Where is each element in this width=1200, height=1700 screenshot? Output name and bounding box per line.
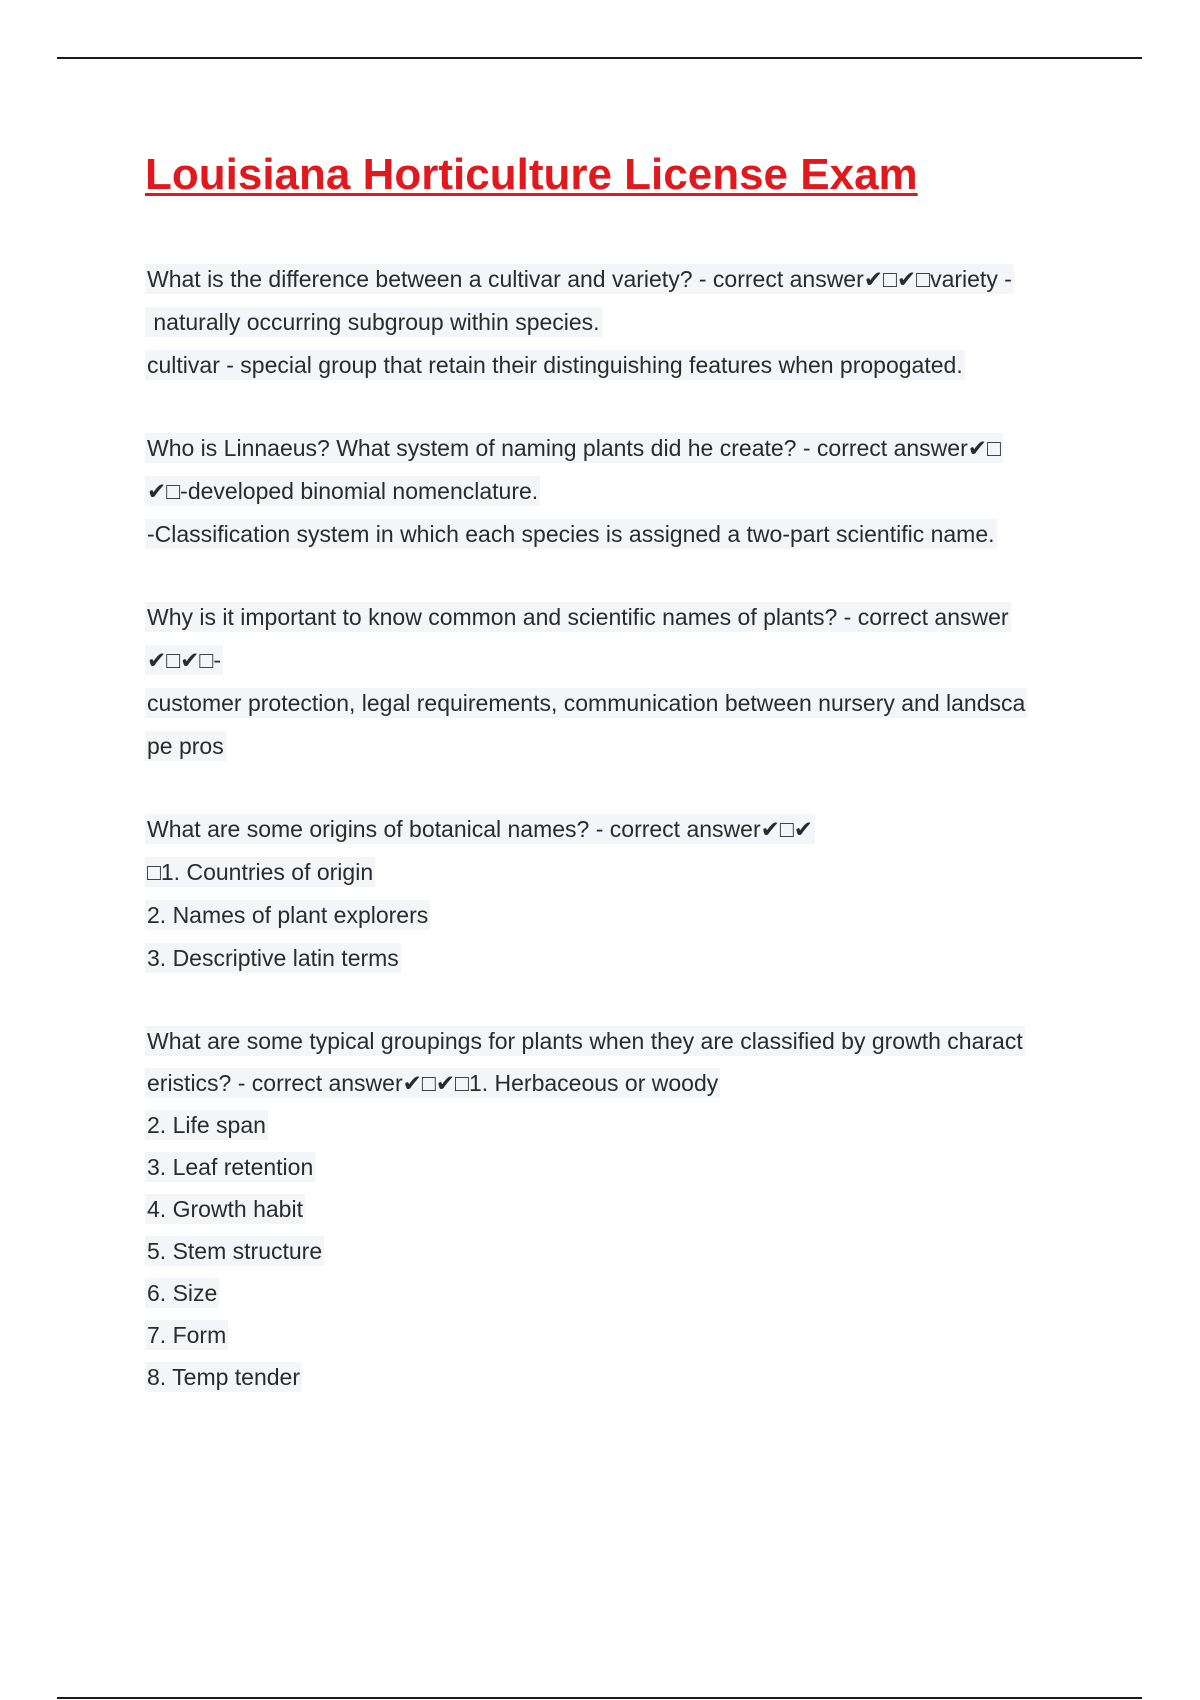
answer-text: ✔□✔□- [147,647,221,673]
answer-text: pe pros [147,733,224,759]
answer-list-item: 3. Descriptive latin terms [147,945,399,971]
answer-text: customer protection, legal requirements, communication between nursery and landsca [147,690,1026,716]
answer-list-item: 3. Leaf retention [147,1154,314,1180]
answer-text: cultivar - special group that retain their distinguishing features when propogated. [147,352,963,378]
answer-text: naturally occurring subgroup within species. [147,309,600,335]
qa-item-2 [145,427,1095,556]
answer-list-item: 2. Life span [147,1112,266,1138]
answer-list-item: 8. Temp tender [147,1364,301,1390]
answer-list-item: 5. Stem structure [147,1238,323,1264]
qa-item-1 [145,258,1095,387]
question-text: Why is it important to know common and scientific names of plants? - correct answer [147,604,1009,630]
answer-list-item: □1. Countries of origin [147,859,374,885]
question-text: Who is Linnaeus? What system of naming plants did he create? - correct answer✔□ [147,435,1001,461]
answer-text: ✔□-developed binomial nomenclature. [147,478,539,504]
bottom-rule [57,1697,1142,1699]
answer-text: -Classification system in which each species is assigned a two-part scientific name. [147,521,995,547]
document-body [145,145,1095,1438]
answer-list-item: 7. Form [147,1322,227,1348]
qa-item-3 [145,596,1095,768]
question-text: What are some typical groupings for plants when they are classified by growth charact [147,1028,1023,1054]
question-text: What is the difference between a cultivar and variety? - correct answer✔□✔□variety - [147,266,1012,292]
question-text: What are some origins of botanical names? - correct answer✔□✔ [147,816,814,842]
top-rule [57,57,1142,59]
question-text: eristics? - correct answer✔□✔□1. Herbaceous or woody [147,1070,719,1096]
answer-list-item: 4. Growth habit [147,1196,303,1222]
qa-list [145,258,1095,1398]
answer-list-item: 6. Size [147,1280,218,1306]
document-title: Louisiana Horticulture License Exam [145,150,918,199]
qa-item-4 [145,808,1095,980]
qa-item-5 [145,1020,1095,1398]
answer-list-item: 2. Names of plant explorers [147,902,429,928]
